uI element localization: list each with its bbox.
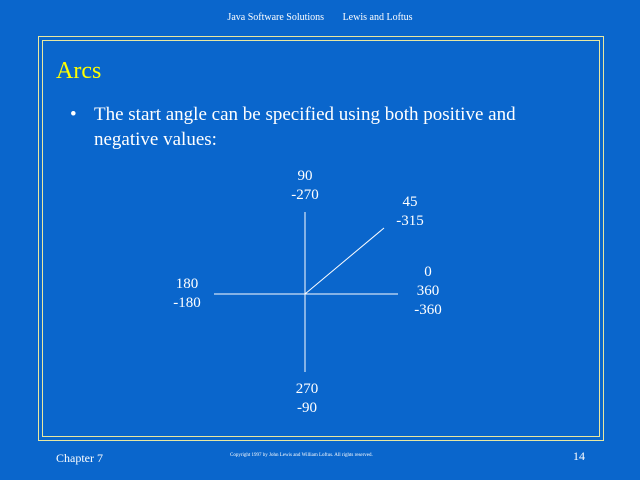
label-neg-180: -180 [173, 295, 201, 311]
label-270: 270 [295, 381, 319, 397]
footer-copyright: Copyright 1997 by John Lewis and William Loftus. All rights reserved. [230, 453, 373, 458]
book-title: Java Software Solutions [227, 12, 325, 23]
label-right [406, 263, 450, 320]
label-45: 45 [402, 194, 418, 210]
label-neg-315: -315 [396, 213, 424, 229]
label-neg-360: -360 [414, 302, 442, 318]
label-diag [388, 193, 432, 231]
label-0: 0 [424, 264, 432, 280]
angle-45-ray [305, 228, 384, 294]
label-360: 360 [416, 283, 440, 299]
label-left [165, 275, 209, 313]
bullet-text: The start angle can be specified using both positive and negative values: [94, 104, 516, 150]
bullet-icon: • [70, 104, 77, 125]
footer-chapter: Chapter 7 [56, 451, 103, 465]
label-bottom [285, 380, 329, 418]
label-top [285, 167, 325, 205]
page-number: 14 [573, 449, 585, 463]
label-90: 90 [297, 168, 313, 184]
label-180: 180 [175, 276, 199, 292]
label-neg-270: -270 [291, 187, 319, 203]
authors: Lewis and Loftus [342, 12, 413, 23]
slide-title: Arcs [56, 58, 102, 84]
label-neg-90: -90 [297, 400, 317, 416]
